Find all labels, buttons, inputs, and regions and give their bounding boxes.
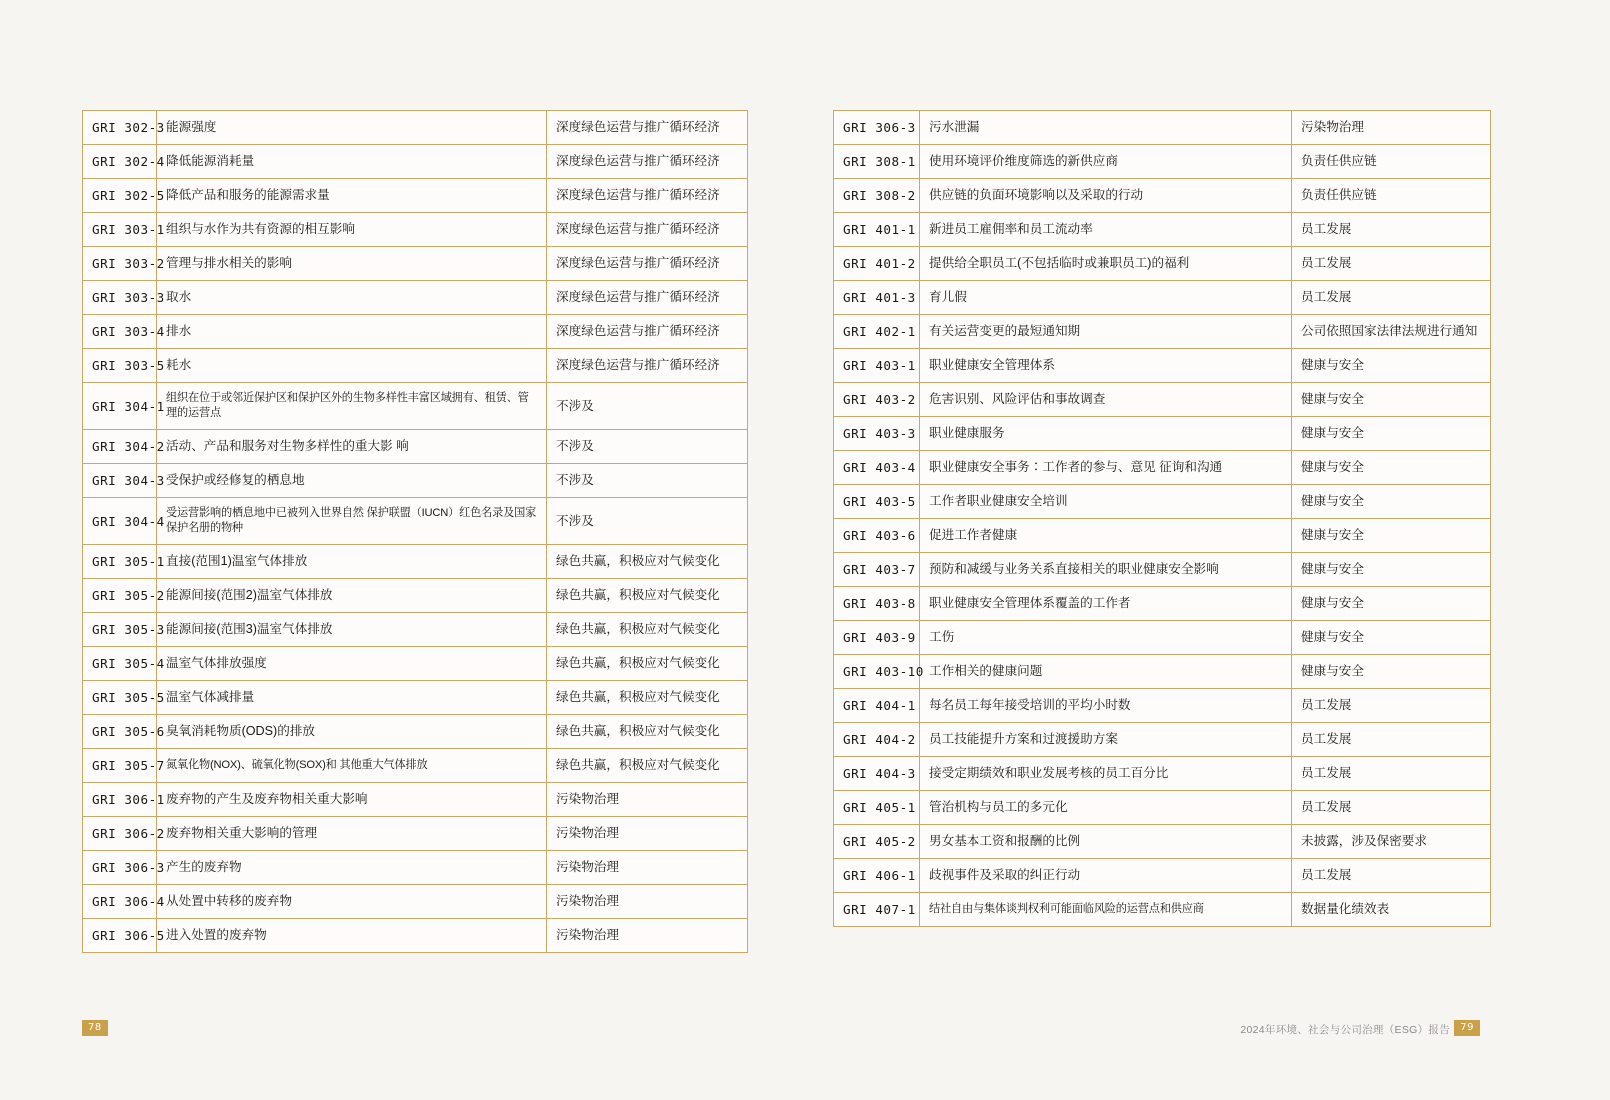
- table-row: [83, 545, 748, 579]
- gri-topic-cell: 员工发展: [1292, 281, 1491, 315]
- table-row: [83, 681, 748, 715]
- table-row: [83, 111, 748, 145]
- gri-description-cell: 工伤: [920, 621, 1292, 655]
- table-row: [834, 247, 1491, 281]
- gri-code-cell: GRI 303-2: [83, 247, 157, 281]
- table-row: [83, 851, 748, 885]
- gri-code-cell: GRI 403-4: [834, 451, 920, 485]
- gri-code-cell: GRI 306-3: [834, 111, 920, 145]
- left-page: [0, 110, 805, 953]
- gri-topic-cell: 绿色共赢，积极应对气候变化: [547, 545, 748, 579]
- table-row: [83, 715, 748, 749]
- gri-code-cell: GRI 306-4: [83, 885, 157, 919]
- table-row: [834, 213, 1491, 247]
- gri-topic-cell: 绿色共赢，积极应对气候变化: [547, 681, 748, 715]
- table-row: [834, 825, 1491, 859]
- gri-topic-cell: 员工发展: [1292, 247, 1491, 281]
- left-page-number: 78: [82, 1020, 108, 1036]
- gri-description-cell: 温室气体减排量: [157, 681, 547, 715]
- gri-description-cell: 职业健康安全管理体系覆盖的工作者: [920, 587, 1292, 621]
- gri-description-cell: 管理与排水相关的影响: [157, 247, 547, 281]
- gri-code-cell: GRI 403-9: [834, 621, 920, 655]
- gri-topic-cell: 深度绿色运营与推广循环经济: [547, 281, 748, 315]
- gri-topic-cell: 健康与安全: [1292, 621, 1491, 655]
- gri-code-cell: GRI 303-3: [83, 281, 157, 315]
- gri-code-cell: GRI 305-7: [83, 749, 157, 783]
- gri-topic-cell: 绿色共赢，积极应对气候变化: [547, 647, 748, 681]
- gri-topic-cell: 污染物治理: [547, 783, 748, 817]
- table-row: [834, 315, 1491, 349]
- gri-description-cell: 结社自由与集体谈判权利可能面临风险的运营点和供应商: [920, 893, 1292, 927]
- table-row: [83, 315, 748, 349]
- gri-code-cell: GRI 404-1: [834, 689, 920, 723]
- gri-description-cell: 歧视事件及采取的纠正行动: [920, 859, 1292, 893]
- gri-topic-cell: 健康与安全: [1292, 349, 1491, 383]
- table-row: [83, 145, 748, 179]
- gri-description-cell: 工作者职业健康安全培训: [920, 485, 1292, 519]
- gri-description-cell: 排水: [157, 315, 547, 349]
- table-row: [834, 383, 1491, 417]
- gri-code-cell: GRI 304-2: [83, 430, 157, 464]
- gri-topic-cell: 员工发展: [1292, 723, 1491, 757]
- gri-description-cell: 受运营影响的栖息地中已被列入世界自然 保护联盟（IUCN）红色名录及国家保护名册的物种: [157, 498, 547, 545]
- right-page-number: 79: [1454, 1020, 1480, 1036]
- gri-code-cell: GRI 304-4: [83, 498, 157, 545]
- gri-description-cell: 降低产品和服务的能源需求量: [157, 179, 547, 213]
- gri-code-cell: GRI 305-6: [83, 715, 157, 749]
- gri-topic-cell: 绿色共赢，积极应对气候变化: [547, 715, 748, 749]
- table-row: [834, 587, 1491, 621]
- gri-code-cell: GRI 306-3: [83, 851, 157, 885]
- gri-description-cell: 氮氧化物(NOX)、硫氧化物(SOX)和 其他重大气体排放: [157, 749, 547, 783]
- gri-code-cell: GRI 303-1: [83, 213, 157, 247]
- gri-topic-cell: 员工发展: [1292, 757, 1491, 791]
- gri-topic-cell: 污染物治理: [547, 885, 748, 919]
- gri-code-cell: GRI 401-3: [834, 281, 920, 315]
- gri-topic-cell: 公司依照国家法律法规进行通知: [1292, 315, 1491, 349]
- table-row: [834, 145, 1491, 179]
- gri-index-table-left: [82, 110, 748, 953]
- table-row: [83, 383, 748, 430]
- gri-code-cell: GRI 403-6: [834, 519, 920, 553]
- gri-topic-cell: 不涉及: [547, 464, 748, 498]
- gri-code-cell: GRI 306-1: [83, 783, 157, 817]
- gri-topic-cell: 健康与安全: [1292, 553, 1491, 587]
- table-row: [83, 464, 748, 498]
- gri-description-cell: 温室气体排放强度: [157, 647, 547, 681]
- gri-code-cell: GRI 403-8: [834, 587, 920, 621]
- gri-description-cell: 取水: [157, 281, 547, 315]
- gri-code-cell: GRI 302-3: [83, 111, 157, 145]
- table-row: [83, 647, 748, 681]
- gri-code-cell: GRI 305-4: [83, 647, 157, 681]
- table-row: [83, 498, 748, 545]
- gri-topic-cell: 深度绿色运营与推广循环经济: [547, 145, 748, 179]
- gri-description-cell: 臭氧消耗物质(ODS)的排放: [157, 715, 547, 749]
- table-row: [83, 783, 748, 817]
- gri-description-cell: 预防和减缓与业务关系直接相关的职业健康安全影响: [920, 553, 1292, 587]
- gri-description-cell: 能源强度: [157, 111, 547, 145]
- gri-code-cell: GRI 405-2: [834, 825, 920, 859]
- gri-topic-cell: 健康与安全: [1292, 587, 1491, 621]
- gri-code-cell: GRI 303-4: [83, 315, 157, 349]
- table-row: [83, 817, 748, 851]
- gri-code-cell: GRI 306-5: [83, 919, 157, 953]
- table-row: [83, 213, 748, 247]
- gri-topic-cell: 绿色共赢，积极应对气候变化: [547, 579, 748, 613]
- gri-topic-cell: 健康与安全: [1292, 383, 1491, 417]
- gri-topic-cell: 员工发展: [1292, 791, 1491, 825]
- gri-code-cell: GRI 403-10: [834, 655, 920, 689]
- gri-description-cell: 能源间接(范围3)温室气体排放: [157, 613, 547, 647]
- table-row: [83, 179, 748, 213]
- gri-description-cell: 管治机构与员工的多元化: [920, 791, 1292, 825]
- gri-topic-cell: 不涉及: [547, 498, 748, 545]
- gri-topic-cell: 深度绿色运营与推广循环经济: [547, 247, 748, 281]
- table-row: [834, 553, 1491, 587]
- gri-code-cell: GRI 302-5: [83, 179, 157, 213]
- gri-topic-cell: 未披露，涉及保密要求: [1292, 825, 1491, 859]
- gri-topic-cell: 绿色共赢，积极应对气候变化: [547, 613, 748, 647]
- table-row: [834, 451, 1491, 485]
- gri-topic-cell: 健康与安全: [1292, 417, 1491, 451]
- table-row: [834, 179, 1491, 213]
- gri-description-cell: 危害识别、风险评估和事故调查: [920, 383, 1292, 417]
- table-row: [83, 247, 748, 281]
- gri-description-cell: 使用环境评价维度筛选的新供应商: [920, 145, 1292, 179]
- gri-code-cell: GRI 404-3: [834, 757, 920, 791]
- gri-description-cell: 员工技能提升方案和过渡援助方案: [920, 723, 1292, 757]
- gri-topic-cell: 员工发展: [1292, 859, 1491, 893]
- gri-description-cell: 污水泄漏: [920, 111, 1292, 145]
- gri-code-cell: GRI 308-1: [834, 145, 920, 179]
- gri-topic-cell: 绿色共赢，积极应对气候变化: [547, 749, 748, 783]
- table-row: [83, 430, 748, 464]
- table-row: [834, 485, 1491, 519]
- gri-description-cell: 工作相关的健康问题: [920, 655, 1292, 689]
- gri-code-cell: GRI 305-2: [83, 579, 157, 613]
- table-row: [834, 723, 1491, 757]
- gri-topic-cell: 员工发展: [1292, 213, 1491, 247]
- gri-code-cell: GRI 306-2: [83, 817, 157, 851]
- gri-code-cell: GRI 308-2: [834, 179, 920, 213]
- table-row: [834, 111, 1491, 145]
- table-row: [834, 655, 1491, 689]
- table-row: [834, 349, 1491, 383]
- table-row: [834, 519, 1491, 553]
- gri-topic-cell: 深度绿色运营与推广循环经济: [547, 111, 748, 145]
- gri-description-cell: 产生的废弃物: [157, 851, 547, 885]
- gri-code-cell: GRI 305-1: [83, 545, 157, 579]
- gri-topic-cell: 深度绿色运营与推广循环经济: [547, 349, 748, 383]
- gri-topic-cell: 健康与安全: [1292, 451, 1491, 485]
- gri-topic-cell: 员工发展: [1292, 689, 1491, 723]
- gri-code-cell: GRI 403-5: [834, 485, 920, 519]
- table-row: [834, 621, 1491, 655]
- gri-description-cell: 受保护或经修复的栖息地: [157, 464, 547, 498]
- gri-description-cell: 促进工作者健康: [920, 519, 1292, 553]
- page-footer: [0, 1020, 1610, 1040]
- table-row: [834, 417, 1491, 451]
- gri-code-cell: GRI 401-2: [834, 247, 920, 281]
- gri-description-cell: 男女基本工资和报酬的比例: [920, 825, 1292, 859]
- gri-topic-cell: 不涉及: [547, 430, 748, 464]
- gri-description-cell: 有关运营变更的最短通知期: [920, 315, 1292, 349]
- table-row: [834, 791, 1491, 825]
- gri-topic-cell: 负责任供应链: [1292, 179, 1491, 213]
- gri-code-cell: GRI 401-1: [834, 213, 920, 247]
- gri-code-cell: GRI 303-5: [83, 349, 157, 383]
- gri-code-cell: GRI 302-4: [83, 145, 157, 179]
- gri-code-cell: GRI 403-2: [834, 383, 920, 417]
- right-page: [805, 110, 1610, 953]
- gri-topic-cell: 深度绿色运营与推广循环经济: [547, 179, 748, 213]
- table-row: [83, 349, 748, 383]
- footer-report-title: 2024年环境、社会与公司治理（ESG）报告: [1240, 1024, 1450, 1036]
- gri-description-cell: 供应链的负面环境影响以及采取的行动: [920, 179, 1292, 213]
- gri-index-table-right: [833, 110, 1491, 927]
- gri-description-cell: 从处置中转移的废弃物: [157, 885, 547, 919]
- gri-description-cell: 接受定期绩效和职业发展考核的员工百分比: [920, 757, 1292, 791]
- gri-description-cell: 提供给全职员工(不包括临时或兼职员工)的福利: [920, 247, 1292, 281]
- gri-code-cell: GRI 305-3: [83, 613, 157, 647]
- gri-code-cell: GRI 304-1: [83, 383, 157, 430]
- gri-code-cell: GRI 404-2: [834, 723, 920, 757]
- gri-topic-cell: 负责任供应链: [1292, 145, 1491, 179]
- gri-description-cell: 耗水: [157, 349, 547, 383]
- gri-description-cell: 新进员工雇佣率和员工流动率: [920, 213, 1292, 247]
- gri-description-cell: 每名员工每年接受培训的平均小时数: [920, 689, 1292, 723]
- gri-topic-cell: 数据量化绩效表: [1292, 893, 1491, 927]
- gri-topic-cell: 污染物治理: [1292, 111, 1491, 145]
- gri-description-cell: 组织与水作为共有资源的相互影响: [157, 213, 547, 247]
- gri-code-cell: GRI 407-1: [834, 893, 920, 927]
- gri-description-cell: 进入处置的废弃物: [157, 919, 547, 953]
- gri-description-cell: 组织在位于或邻近保护区和保护区外的生物多样性丰富区域拥有、租赁、管理的运营点: [157, 383, 547, 430]
- gri-topic-cell: 健康与安全: [1292, 485, 1491, 519]
- table-row: [83, 919, 748, 953]
- table-row: [83, 749, 748, 783]
- gri-description-cell: 职业健康服务: [920, 417, 1292, 451]
- gri-topic-cell: 深度绿色运营与推广循环经济: [547, 315, 748, 349]
- gri-description-cell: 职业健康安全事务∶工作者的参与、意见 征询和沟通: [920, 451, 1292, 485]
- table-row: [834, 757, 1491, 791]
- gri-description-cell: 育儿假: [920, 281, 1292, 315]
- table-row: [83, 613, 748, 647]
- gri-topic-cell: 污染物治理: [547, 919, 748, 953]
- gri-description-cell: 废弃物相关重大影响的管理: [157, 817, 547, 851]
- gri-topic-cell: 不涉及: [547, 383, 748, 430]
- gri-code-cell: GRI 402-1: [834, 315, 920, 349]
- gri-description-cell: 能源间接(范围2)温室气体排放: [157, 579, 547, 613]
- gri-code-cell: GRI 403-7: [834, 553, 920, 587]
- gri-description-cell: 活动、产品和服务对生物多样性的重大影 响: [157, 430, 547, 464]
- gri-description-cell: 废弃物的产生及废弃物相关重大影响: [157, 783, 547, 817]
- gri-code-cell: GRI 403-1: [834, 349, 920, 383]
- table-row: [834, 281, 1491, 315]
- gri-code-cell: GRI 305-5: [83, 681, 157, 715]
- table-row: [834, 689, 1491, 723]
- table-row: [83, 281, 748, 315]
- table-row: [834, 893, 1491, 927]
- gri-topic-cell: 污染物治理: [547, 851, 748, 885]
- gri-code-cell: GRI 405-1: [834, 791, 920, 825]
- gri-description-cell: 职业健康安全管理体系: [920, 349, 1292, 383]
- table-row: [83, 885, 748, 919]
- gri-topic-cell: 深度绿色运营与推广循环经济: [547, 213, 748, 247]
- gri-code-cell: GRI 403-3: [834, 417, 920, 451]
- gri-code-cell: GRI 304-3: [83, 464, 157, 498]
- gri-code-cell: GRI 406-1: [834, 859, 920, 893]
- table-row: [83, 579, 748, 613]
- table-row: [834, 859, 1491, 893]
- gri-topic-cell: 污染物治理: [547, 817, 748, 851]
- gri-description-cell: 直接(范围1)温室气体排放: [157, 545, 547, 579]
- gri-topic-cell: 健康与安全: [1292, 519, 1491, 553]
- gri-topic-cell: 健康与安全: [1292, 655, 1491, 689]
- gri-description-cell: 降低能源消耗量: [157, 145, 547, 179]
